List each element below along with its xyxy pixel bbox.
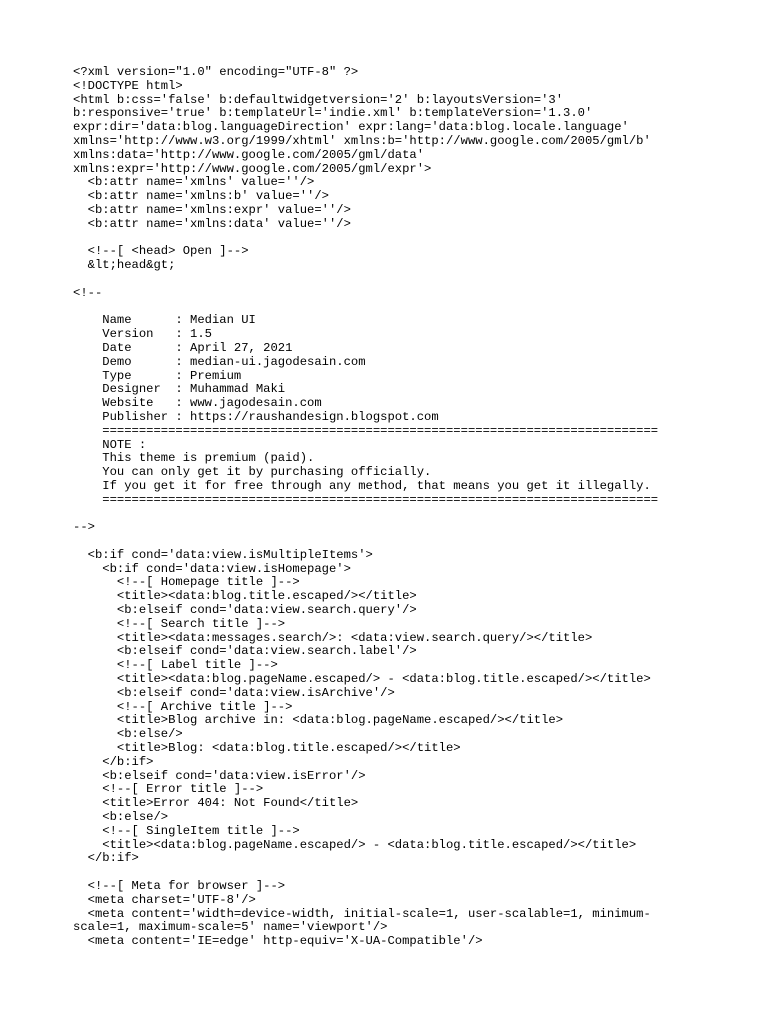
- code-line: Date : April 27, 2021: [73, 340, 293, 355]
- code-line: <!--[ Archive title ]-->: [73, 699, 293, 714]
- code-line: Type : Premium: [73, 368, 242, 383]
- code-line: ============================================================================: [73, 423, 659, 438]
- code-line: expr:dir='data:blog.languageDirection' expr:lang='data:blog.locale.language': [73, 120, 629, 135]
- code-line: </b:if>: [73, 851, 139, 866]
- code-line: <html b:css='false' b:defaultwidgetversion='2' b:layoutsVersion='3': [73, 92, 564, 107]
- code-line: Version : 1.5: [73, 327, 212, 342]
- code-line: <title>Error 404: Not Found</title>: [73, 796, 359, 811]
- code-line: -->: [73, 520, 95, 535]
- code-line: <!--[ SingleItem title ]-->: [73, 823, 300, 838]
- code-line: <b:if cond='data:view.isMultipleItems'>: [73, 547, 373, 562]
- code-line: <b:if cond='data:view.isHomepage'>: [73, 561, 351, 576]
- code-line: [73, 273, 733, 287]
- code-line: &lt;head&gt;: [73, 258, 176, 273]
- code-line: <title><data:blog.pageName.escaped/> - <data:blog.title.escaped/></title>: [73, 837, 637, 852]
- code-line: [73, 866, 733, 880]
- code-line: <!--[ Label title ]-->: [73, 658, 278, 673]
- code-line: <!--[ <head> Open ]-->: [73, 244, 249, 259]
- code-line: [73, 232, 733, 246]
- code-line: <b:elseif cond='data:view.search.query'/>: [73, 603, 417, 618]
- code-line: <meta charset='UTF-8'/>: [73, 892, 256, 907]
- code-line: <b:else/>: [73, 810, 169, 825]
- code-line: <b:elseif cond='data:view.search.label'/>: [73, 644, 417, 659]
- code-line: Publisher : https://raushandesign.blogspot.com: [73, 409, 439, 424]
- code-line: <!--[ Homepage title ]-->: [73, 575, 300, 590]
- code-line: <!--: [73, 285, 103, 300]
- code-line: Website : www.jagodesain.com: [73, 396, 322, 411]
- code-line: xmlns:data='http://www.google.com/2005/gml/data': [73, 147, 425, 162]
- code-line: [73, 301, 733, 315]
- code-line: b:responsive='true' b:templateUrl='indie.xml' b:templateVersion='1.3.0': [73, 106, 593, 121]
- code-line: NOTE :: [73, 437, 147, 452]
- code-line: Demo : median-ui.jagodesain.com: [73, 354, 366, 369]
- code-line: [73, 508, 733, 522]
- code-line: You can only get it by purchasing officially.: [73, 465, 432, 480]
- code-line: Designer : Muhammad Maki: [73, 382, 286, 397]
- code-line: Name : Median UI: [73, 313, 256, 328]
- code-line: <b:elseif cond='data:view.isError'/>: [73, 768, 366, 783]
- code-line: <!DOCTYPE html>: [73, 78, 183, 93]
- code-line: This theme is premium (paid).: [73, 451, 315, 466]
- code-line: <title>Blog archive in: <data:blog.pageName.escaped/></title>: [73, 713, 564, 728]
- code-line: <!--[ Search title ]-->: [73, 616, 286, 631]
- code-line: xmlns:expr='http://www.google.com/2005/gml/expr'>: [73, 161, 432, 176]
- code-line: </b:if>: [73, 754, 154, 769]
- code-line: <?xml version="1.0" encoding="UTF-8" ?>: [73, 65, 359, 79]
- code-line: [73, 535, 733, 549]
- code-line: <meta content='IE=edge' http-equiv='X-UA-Compatible'/>: [73, 934, 483, 949]
- code-line: scale=1, maximum-scale=5' name='viewport'/>: [73, 920, 388, 935]
- code-line: <b:attr name='xmlns:expr' value=''/>: [73, 202, 351, 217]
- code-line: <b:attr name='xmlns:b' value=''/>: [73, 189, 329, 204]
- code-line: <title><data:blog.title.escaped/></title>: [73, 589, 417, 604]
- code-line: ============================================================================: [73, 492, 659, 507]
- code-line: If you get it for free through any method, that means you get it illegally.: [73, 478, 651, 493]
- code-line: <!--[ Meta for browser ]-->: [73, 879, 286, 894]
- code-line: <b:elseif cond='data:view.isArchive'/>: [73, 685, 395, 700]
- code-line: <b:attr name='xmlns' value=''/>: [73, 175, 315, 190]
- code-line: <b:else/>: [73, 727, 183, 742]
- code-line: <title><data:blog.pageName.escaped/> - <data:blog.title.escaped/></title>: [73, 672, 651, 687]
- code-line: xmlns='http://www.w3.org/1999/xhtml' xmlns:b='http://www.google.com/2005/gml/b': [73, 133, 651, 148]
- code-line: <meta content='width=device-width, initial-scale=1, user-scalable=1, minimum-: [73, 906, 651, 921]
- code-line: <b:attr name='xmlns:data' value=''/>: [73, 216, 351, 231]
- code-line: <title><data:messages.search/>: <data:view.search.query/></title>: [73, 630, 593, 645]
- code-line: <!--[ Error title ]-->: [73, 782, 264, 797]
- source-code-block: [73, 66, 733, 949]
- code-line: <title>Blog: <data:blog.title.escaped/></title>: [73, 741, 461, 756]
